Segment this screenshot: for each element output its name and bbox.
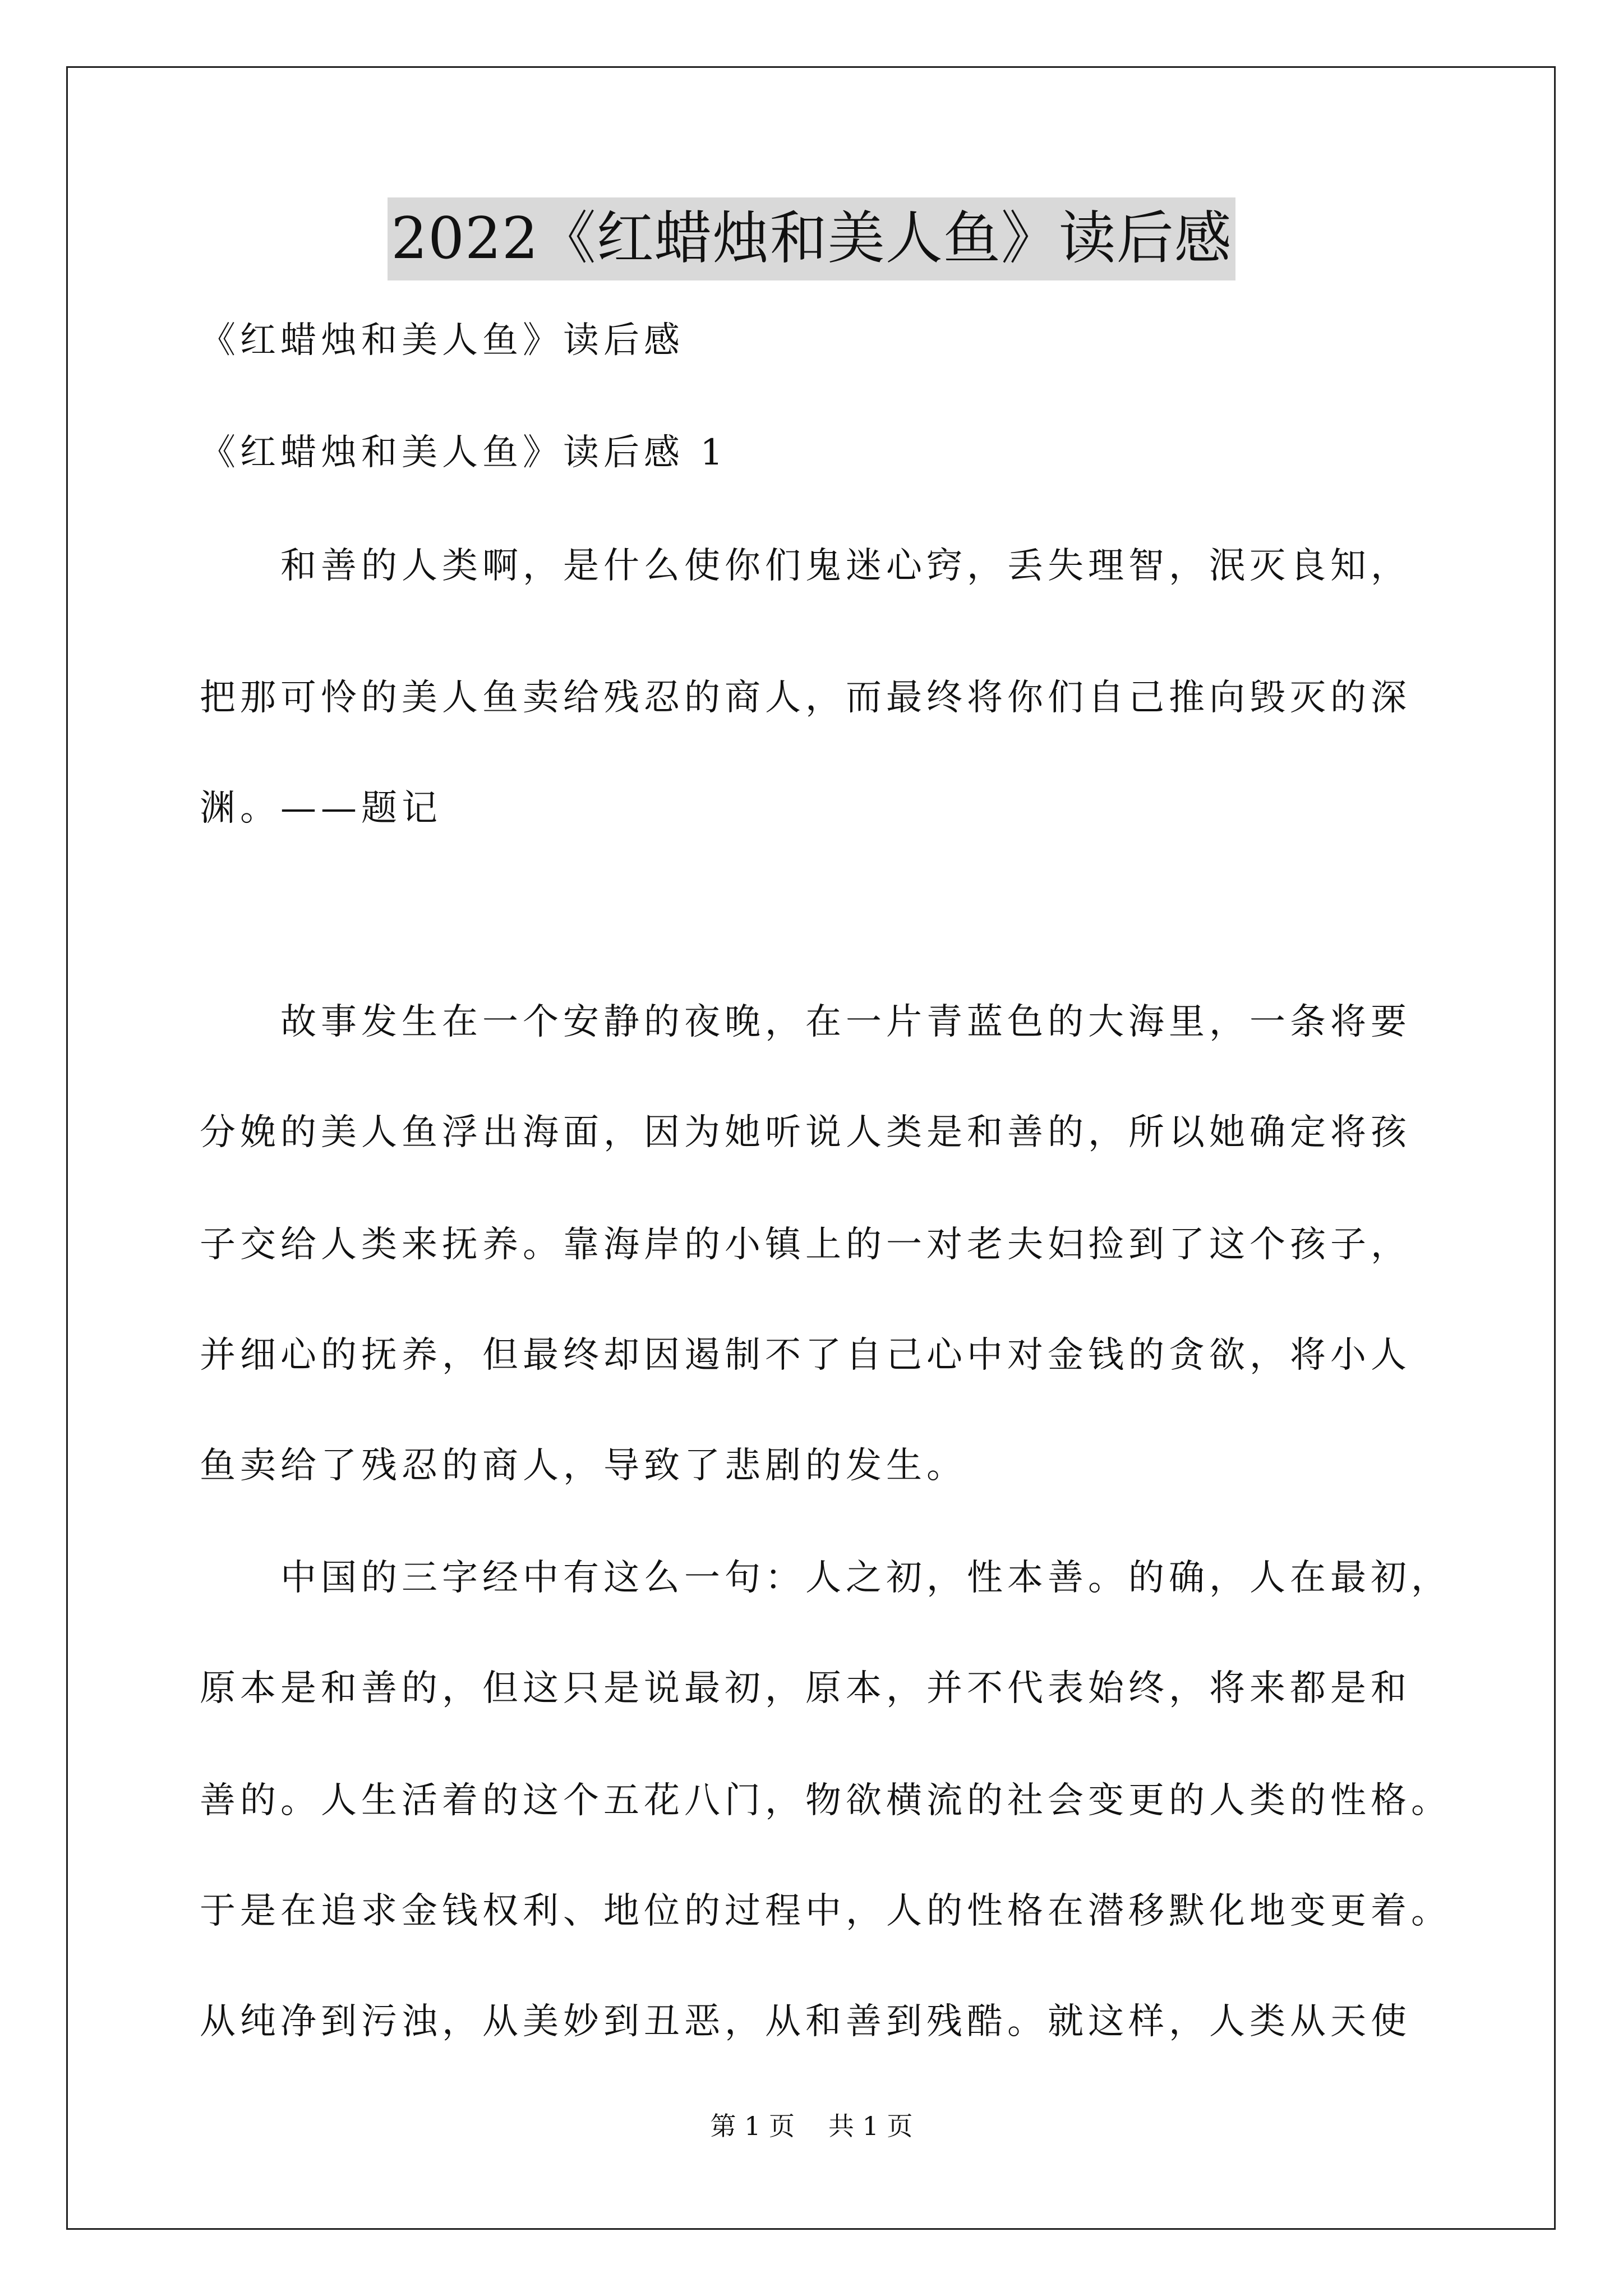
paragraph-line: 从纯净到污浊，从美妙到丑恶，从和善到残酷。就这样，人类从天使 bbox=[200, 2001, 1411, 2042]
paragraph-line: 和善的人类啊，是什么使你们鬼迷心窍，丢失理智，泯灭良知， bbox=[200, 545, 1411, 587]
paragraph-line: 鱼卖给了残忍的商人，导致了悲剧的发生。 bbox=[200, 1445, 967, 1487]
paragraph-line: 于是在追求金钱权利、地位的过程中，人的性格在潜移默化地变更着。 bbox=[200, 1890, 1451, 1932]
subtitle-line: 《红蜡烛和美人鱼》读后感 bbox=[200, 320, 684, 361]
page-number-total: 共 1 页 bbox=[828, 2111, 913, 2141]
page-footer bbox=[0, 2109, 1623, 2143]
paragraph-line: 分娩的美人鱼浮出海面，因为她听说人类是和善的，所以她确定将孩 bbox=[200, 1112, 1411, 1153]
section-heading: 《红蜡烛和美人鱼》读后感 1 bbox=[200, 432, 728, 473]
paragraph-line: 故事发生在一个安静的夜晚，在一片青蓝色的大海里，一条将要 bbox=[200, 1001, 1411, 1043]
document-title: 2022《红蜡烛和美人鱼》读后感 bbox=[388, 197, 1235, 280]
paragraph-line: 子交给人类来抚养。靠海岸的小镇上的一对老夫妇捡到了这个孩子， bbox=[200, 1224, 1411, 1266]
paragraph-line: 渊。——题记 bbox=[200, 788, 442, 829]
page-number-current: 第 1 页 bbox=[710, 2111, 795, 2141]
paragraph-line: 原本是和善的，但这只是说最初，原本，并不代表始终，将来都是和 bbox=[200, 1668, 1411, 1709]
title-container bbox=[0, 197, 1623, 280]
paragraph-line: 并细心的抚养，但最终却因遏制不了自己心中对金钱的贪欲，将小人 bbox=[200, 1335, 1411, 1376]
paragraph-line: 把那可怜的美人鱼卖给残忍的商人，而最终将你们自己推向毁灭的深 bbox=[200, 677, 1411, 719]
paragraph-line: 中国的三字经中有这么一句：人之初，性本善。的确，人在最初， bbox=[200, 1557, 1451, 1599]
paragraph-line: 善的。人生活着的这个五花八门，物欲横流的社会变更的人类的性格。 bbox=[200, 1780, 1451, 1821]
